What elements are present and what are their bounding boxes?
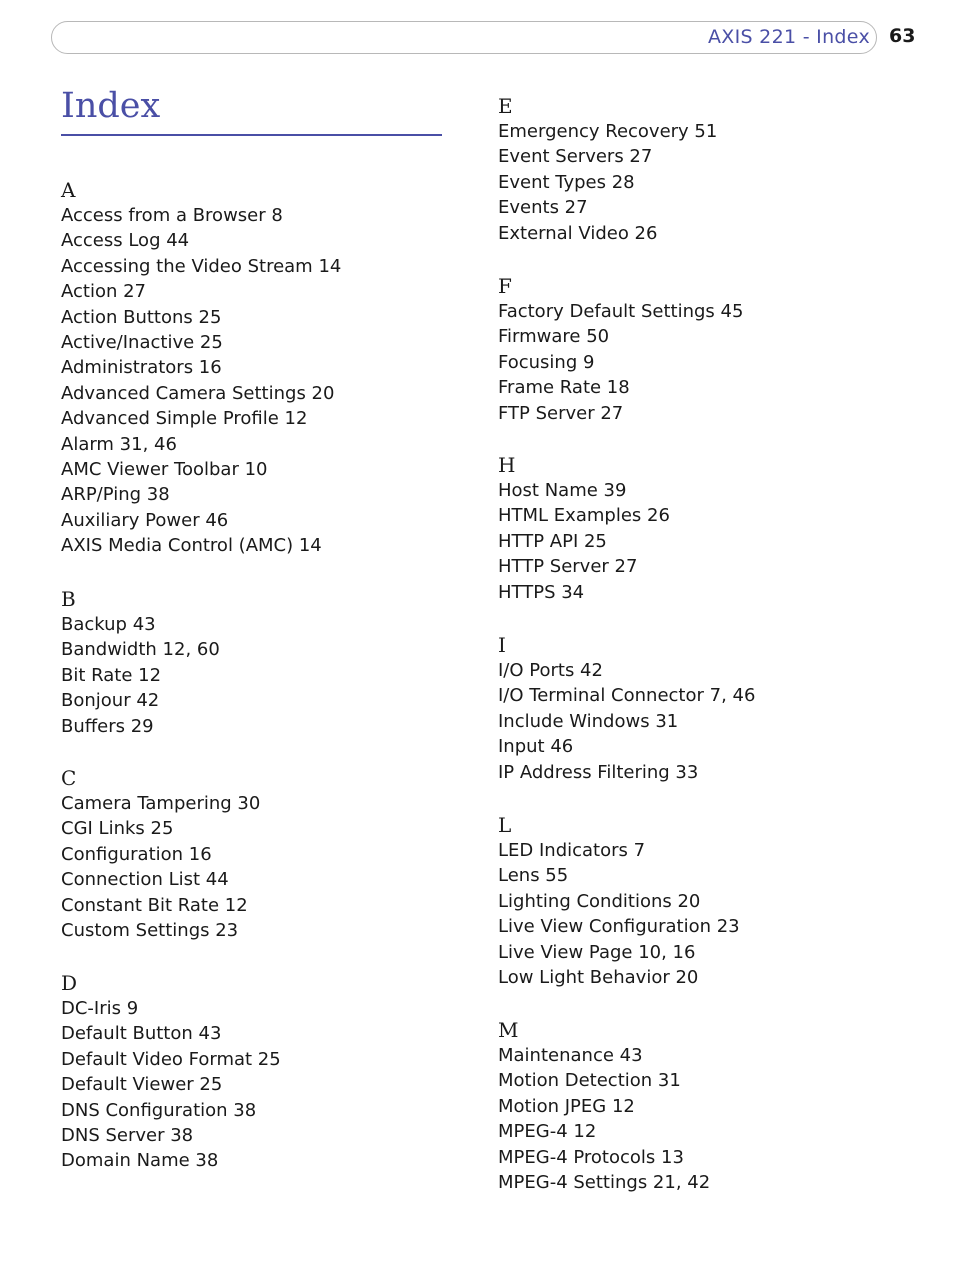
- section-letter: E: [498, 94, 513, 118]
- index-entry: Emergency Recovery 51: [498, 121, 718, 142]
- index-entry: Active/Inactive 25: [61, 331, 223, 353]
- index-entry: Custom Settings 23: [61, 919, 239, 941]
- index-entry: IP Address Filtering 33: [498, 761, 699, 783]
- index-entry: MPEG-4 Settings 21, 42: [498, 1171, 711, 1193]
- index-entry: Default Video Format 25: [61, 1048, 281, 1070]
- index-entry: Event Servers 27: [498, 146, 653, 168]
- index-entry: Buffers 29: [61, 715, 154, 737]
- index-entry: Lighting Conditions 20: [498, 890, 701, 912]
- index-entry: Events 27: [498, 197, 588, 219]
- index-entry: Bonjour 42: [61, 690, 160, 712]
- index-entry: AXIS Media Control (AMC) 14: [61, 535, 322, 557]
- section-letter: L: [498, 813, 512, 837]
- index-entry: Factory Default Settings 45: [498, 301, 744, 322]
- index-section-l: [498, 812, 898, 990]
- index-section-a: [61, 177, 461, 558]
- index-entry: Administrators 16: [61, 357, 222, 379]
- index-entry: Include Windows 31: [498, 710, 679, 732]
- index-entry: DNS Server 38: [61, 1124, 194, 1146]
- index-entry: Default Button 43: [61, 1023, 222, 1045]
- index-entry: Access from a Browser 8: [61, 205, 283, 226]
- section-letter: M: [498, 1018, 519, 1042]
- index-entry: CGI Links 25: [61, 818, 174, 840]
- index-entry: Maintenance 43: [498, 1045, 643, 1066]
- index-entry: Access Log 44: [61, 230, 190, 252]
- section-letter: F: [498, 274, 512, 298]
- index-entry: ARP/Ping 38: [61, 484, 170, 506]
- index-entry: Lens 55: [498, 865, 569, 887]
- section-letter: I: [498, 633, 506, 657]
- index-entry: Input 46: [498, 736, 574, 758]
- title-rule: [61, 134, 442, 136]
- index-entry: Camera Tampering 30: [61, 793, 261, 814]
- index-entry: Action 27: [61, 281, 146, 303]
- index-entry: HTTPS 34: [498, 581, 585, 603]
- index-entry: Action Buttons 25: [61, 306, 222, 328]
- index-entry: Low Light Behavior 20: [498, 966, 699, 988]
- header-title: AXIS 221 - Index: [707, 26, 870, 48]
- index-section-e: [498, 93, 898, 246]
- index-entry: Event Types 28: [498, 171, 635, 193]
- section-letter: A: [61, 178, 76, 202]
- index-section-m: [498, 1017, 898, 1195]
- index-section-i: [498, 632, 898, 785]
- index-entry: Host Name 39: [498, 480, 627, 501]
- index-section-c: [61, 765, 461, 943]
- index-entry: Advanced Camera Settings 20: [61, 382, 335, 404]
- index-entry: HTTP Server 27: [498, 556, 638, 578]
- index-entry: Live View Page 10, 16: [498, 941, 696, 963]
- index-section-b: [61, 586, 461, 739]
- index-entry: AMC Viewer Toolbar 10: [61, 458, 268, 480]
- index-entry: LED Indicators 7: [498, 840, 646, 861]
- index-entry: Bit Rate 12: [61, 664, 162, 686]
- index-entry: Motion Detection 31: [498, 1070, 681, 1092]
- section-letter: H: [498, 453, 516, 477]
- index-entry: External Video 26: [498, 222, 658, 244]
- index-entry: Bandwidth 12, 60: [61, 639, 220, 661]
- index-entry: DNS Configuration 38: [61, 1099, 257, 1121]
- index-entry: Alarm 31, 46: [61, 433, 177, 455]
- index-entry: Auxiliary Power 46: [61, 509, 229, 531]
- index-entry: I/O Ports 42: [498, 660, 603, 681]
- index-section-h: [498, 452, 898, 605]
- index-entry: Advanced Simple Profile 12: [61, 408, 308, 430]
- index-entry: Backup 43: [61, 614, 156, 635]
- index-section-d: [61, 970, 461, 1174]
- index-entry: Frame Rate 18: [498, 377, 630, 399]
- index-entry: Connection List 44: [61, 869, 229, 891]
- index-entry: HTTP API 25: [498, 530, 607, 552]
- section-letter: D: [61, 971, 78, 995]
- index-entry: Live View Configuration 23: [498, 916, 740, 938]
- index-section-f: [498, 273, 898, 426]
- index-entry: FTP Server 27: [498, 402, 624, 424]
- index-entry: Default Viewer 25: [61, 1074, 223, 1096]
- page-number: 63: [889, 25, 916, 47]
- index-entry: Accessing the Video Stream 14: [61, 255, 342, 277]
- section-letter: C: [61, 766, 77, 790]
- index-entry: DC-Iris 9: [61, 998, 139, 1019]
- index-entry: Motion JPEG 12: [498, 1095, 635, 1117]
- index-entry: Focusing 9: [498, 351, 595, 373]
- section-letter: B: [61, 587, 76, 611]
- index-entry: MPEG-4 Protocols 13: [498, 1146, 684, 1168]
- index-entry: HTML Examples 26: [498, 505, 670, 527]
- index-entry: I/O Terminal Connector 7, 46: [498, 685, 756, 707]
- index-entry: Domain Name 38: [61, 1150, 219, 1172]
- index-entry: Constant Bit Rate 12: [61, 894, 248, 916]
- index-entry: Firmware 50: [498, 326, 610, 348]
- index-entry: MPEG-4 12: [498, 1121, 597, 1143]
- index-entry: Configuration 16: [61, 843, 212, 865]
- page-title: Index: [61, 86, 161, 126]
